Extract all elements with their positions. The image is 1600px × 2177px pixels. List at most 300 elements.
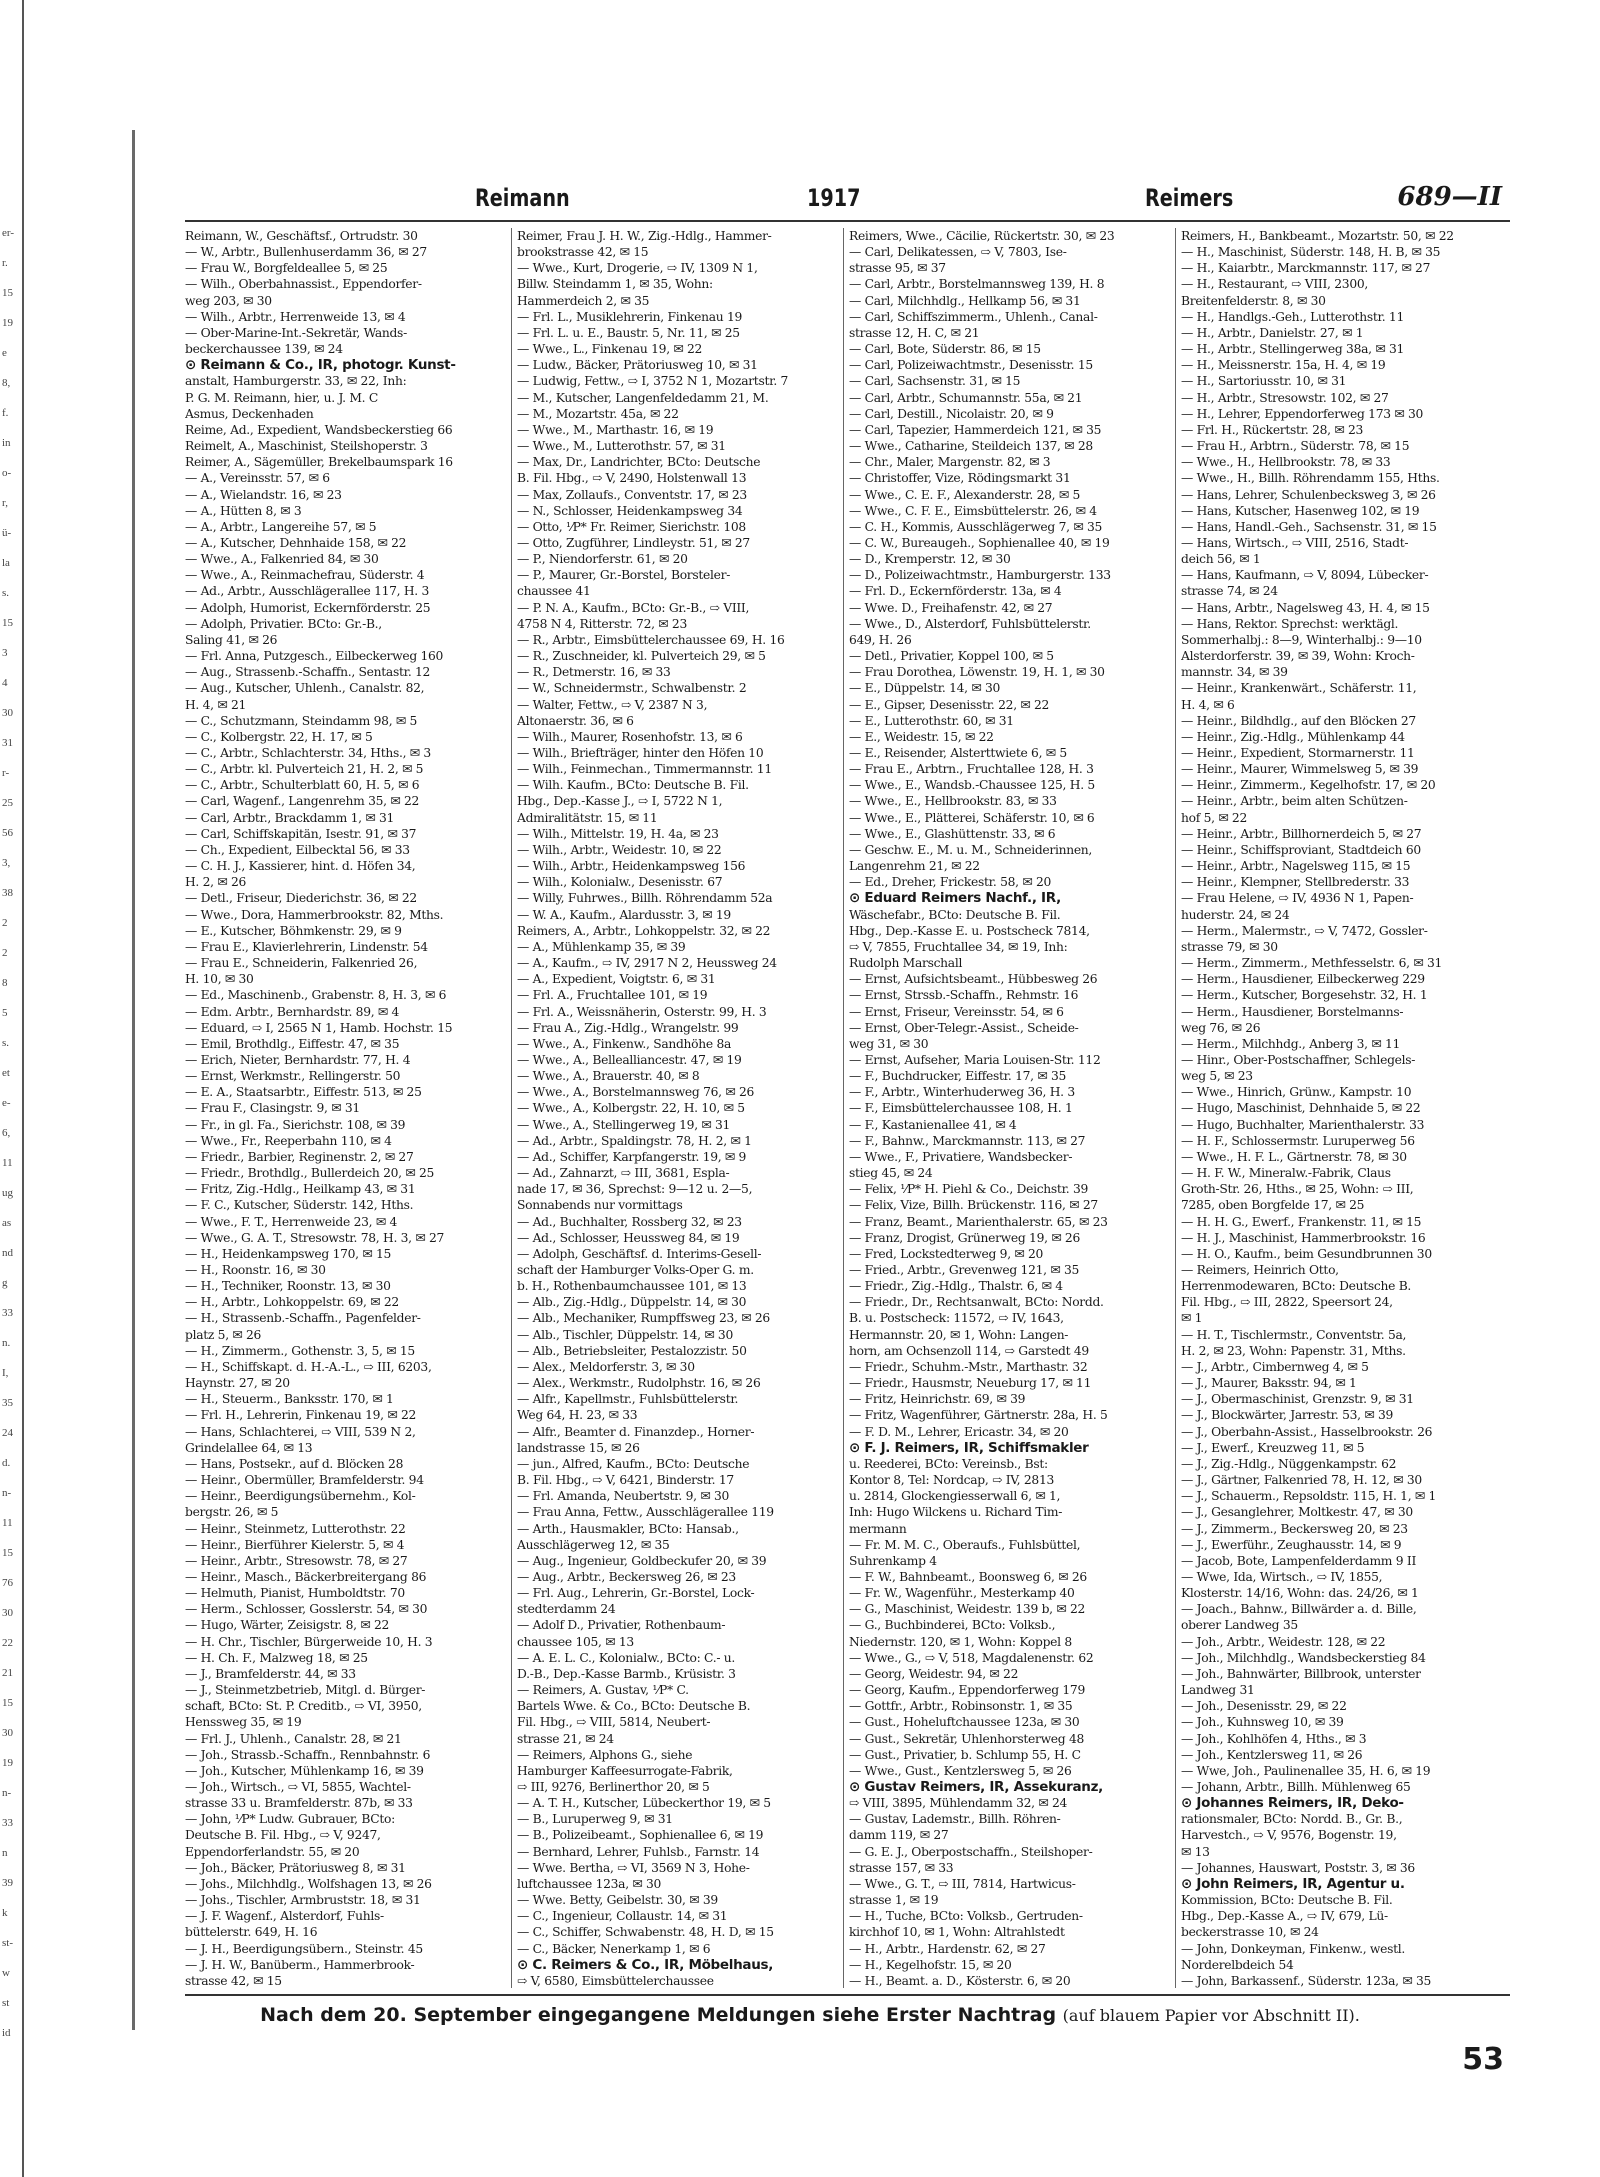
directory-entry-line: — Ed., Dreher, Frickestr. 58, ✉ 20 — [849, 875, 1052, 890]
directory-entry-line: — Wilh., Arbtr., Herrenweide 13, ✉ 4 — [185, 309, 406, 324]
directory-entry-line: — Heinr., Arbtr., Nagelsweg 115, ✉ 15 — [1181, 859, 1411, 874]
directory-entry-line: — F., Arbtr., Winterhuderweg 36, H. 3 — [849, 1085, 1075, 1100]
directory-entry-line: — Wwe., E., Plätterei, Schäferstr. 10, ✉ 6 — [849, 810, 1095, 825]
directory-entry-line: — Wwe., D., Alsterdorf, Fuhlsbüttelerstr. — [849, 616, 1091, 631]
directory-entry-line: P. G. M. Reimann, hier, u. J. M. C — [185, 390, 378, 405]
directory-entry-line: — Ad., Arbtr., Spaldingstr. 78, H. 2, ✉ 1 — [517, 1133, 752, 1148]
directory-entry-line: — Franz, Beamt., Marienthalerstr. 65, ✉ 23 — [849, 1214, 1108, 1229]
directory-entry-line: — Frau H., Arbtrn., Süderstr. 78, ✉ 15 — [1181, 439, 1410, 454]
directory-entry-line: — Carl, Delikatessen, ⇨ V, 7803, Ise- — [849, 245, 1067, 260]
margin-fragment: 15 — [2, 1697, 13, 1709]
directory-entry-line: — H., Maschinist, Süderstr. 148, H. B, ✉ 35 — [1181, 245, 1441, 260]
directory-page — [185, 168, 1510, 2088]
directory-entry-line: — Alb., Tischler, Düppelstr. 14, ✉ 30 — [517, 1327, 733, 1342]
directory-entry-line: — Frau F., Clasingstr. 9, ✉ 31 — [185, 1101, 360, 1116]
margin-fragment: n. — [2, 1337, 11, 1349]
directory-entry-line: — J., Zimmerm., Beckersweg 20, ✉ 23 — [1181, 1521, 1408, 1536]
directory-entry-line: — Wilh., Kolonialw., Desenisstr. 67 — [517, 875, 723, 890]
margin-fragment: n — [2, 1847, 8, 1859]
directory-entry-line: — Friedr., Brothdlg., Bullerdeich 20, ✉ 25 — [185, 1166, 435, 1181]
directory-entry-line: — E., Lutterothstr. 60, ✉ 31 — [849, 713, 1014, 728]
directory-entry-line: Henssweg 35, ✉ 19 — [185, 1715, 302, 1730]
directory-entry-line: — A., Arbtr., Langereihe 57, ✉ 5 — [185, 519, 377, 534]
directory-entry-line: — Chr., Maler, Margenstr. 82, ✉ 3 — [849, 455, 1051, 470]
margin-fragment: o- — [2, 467, 12, 479]
directory-entry-line: — Wwe., E., Hellbrookstr. 83, ✉ 33 — [849, 794, 1057, 809]
directory-entry-line: — J., Obermaschinist, Grenzstr. 9, ✉ 31 — [1181, 1392, 1414, 1407]
directory-entry-line: — Frl. H., Rückertstr. 28, ✉ 23 — [1181, 422, 1364, 437]
directory-entry-line: Hbg., Dep.-Kasse A., ⇨ IV, 679, Lü- — [1181, 1909, 1388, 1924]
directory-entry-line: — Max, Zollaufs., Conventstr. 17, ✉ 23 — [517, 487, 747, 502]
directory-entry-line: — John, ⅟P* Ludw. Gubrauer, BCto: — [185, 1812, 395, 1827]
directory-entry-line: — Hans, Kutscher, Hasenweg 102, ✉ 19 — [1181, 503, 1420, 518]
directory-entry-line: weg 5, ✉ 23 — [1181, 1069, 1253, 1084]
directory-entry-line: — Frl. A., Fruchtallee 101, ✉ 19 — [517, 988, 708, 1003]
directory-entry-line: — Johann, Arbtr., Billh. Mühlenweg 65 — [1181, 1780, 1411, 1794]
directory-entry-line: Klosterstr. 14/16, Wohn: das. 24/26, ✉ 1 — [1181, 1586, 1419, 1601]
directory-entry-line: — M., Kutscher, Langenfeldedamm 21, M. — [517, 390, 769, 405]
directory-entry-line: — R., Detmerstr. 16, ✉ 33 — [517, 665, 671, 680]
directory-entry-line: — C. W., Bureaugeh., Sophienallee 40, ✉ 19 — [849, 535, 1110, 550]
directory-entry-line: — Wwe., A., Reinmachefrau, Süderstr. 4 — [185, 568, 425, 583]
directory-entry-line: — Ad., Schiffer, Karpfangerstr. 19, ✉ 9 — [517, 1149, 747, 1164]
directory-entry-line: — J., Ewerf., Kreuzweg 11, ✉ 5 — [1181, 1440, 1365, 1455]
directory-entry-line: — Frau A., Zig.-Hdlg., Wrangelstr. 99 — [517, 1020, 739, 1035]
directory-entry-line: brookstrasse 42, ✉ 15 — [517, 245, 649, 260]
directory-entry-line: — J., Schauerm., Repsoldstr. 115, H. 1, ✉ 1 — [1181, 1489, 1437, 1504]
directory-entry-line: — Alex., Werkmstr., Rudolphstr. 16, ✉ 26 — [517, 1376, 761, 1391]
directory-entry-line: — Heinr., Arbtr., beim alten Schützen- — [1181, 794, 1408, 809]
directory-entry-line: — C., Arbtr. kl. Pulverteich 21, H. 2, ✉ 5 — [185, 762, 424, 777]
directory-entry-line: — Fred, Lockstedterweg 9, ✉ 20 — [849, 1246, 1044, 1261]
directory-entry-line: — Hans, Lehrer, Schulenbecksweg 3, ✉ 26 — [1181, 487, 1436, 502]
directory-entry-line: — Ernst, Friseur, Vereinsstr. 54, ✉ 6 — [849, 1004, 1064, 1019]
directory-entry-line: — Adolph, Geschäftsf. d. Interims-Gesell- — [517, 1246, 762, 1261]
binding-spine — [132, 130, 135, 2030]
margin-fragment: r. — [2, 257, 8, 269]
margin-fragment: 8, — [2, 377, 11, 389]
directory-entry-line: — Heinr., Bierführer Kielerstr. 5, ✉ 4 — [185, 1537, 405, 1552]
directory-entry-line: — Herm., Schlosser, Gosslerstr. 54, ✉ 30 — [185, 1602, 428, 1617]
directory-entry-line: — Hans, Handl.-Geh., Sachsenstr. 31, ✉ 15 — [1181, 519, 1437, 534]
directory-entry-line: — Alfr., Kapellmstr., Fuhlsbüttelerstr. — [517, 1392, 739, 1407]
directory-entry-line: — Frau Anna, Fettw., Ausschlägerallee 119 — [517, 1505, 774, 1520]
directory-entry-line: weg 203, ✉ 30 — [185, 293, 272, 308]
directory-entry-line: — H., Arbtr., Stresowstr. 102, ✉ 27 — [1181, 390, 1389, 405]
directory-entry-line: — Carl, Arbtr., Schumannstr. 55a, ✉ 21 — [849, 390, 1083, 405]
directory-entry-line: — G., Buchbinderei, BCto: Volksb., — [849, 1618, 1056, 1633]
page-number: 53 — [1462, 2042, 1504, 2077]
directory-entry-line: — H., Sartoriusstr. 10, ✉ 31 — [1181, 374, 1347, 389]
directory-entry-line: — W., Arbtr., Bullenhuserdamm 36, ✉ 27 — [185, 245, 427, 260]
footer-bold-text: Nach dem 20. September eingegangene Meldungen siehe Erster Nachtrag — [260, 2004, 1057, 2026]
directory-entry-line: — J. F. Wagenf., Alsterdorf, Fuhls- — [185, 1909, 384, 1924]
footer-note — [185, 2004, 1435, 2034]
directory-entry-line: — J., Oberbahn-Assist., Hasselbrookstr. 26 — [1181, 1424, 1433, 1439]
margin-fragment: st — [2, 1997, 10, 2009]
directory-entry-line: Hbg., Dep.-Kasse J., ⇨ I, 5722 N 1, — [517, 794, 723, 809]
directory-entry-line: weg 76, ✉ 26 — [1181, 1020, 1261, 1035]
directory-entry-line: H. 4, ✉ 21 — [185, 697, 247, 712]
directory-entry-line: — J., Gärtner, Falkenried 78, H. 12, ✉ 30 — [1181, 1473, 1422, 1488]
directory-entry-line: anstalt, Hamburgerstr. 33, ✉ 22, Inh: — [185, 374, 407, 389]
directory-entry-line: — Heinr., Arbtr., Billhornerdeich 5, ✉ 27 — [1181, 826, 1422, 841]
directory-entry-line: — Frl. J., Uhlenh., Canalstr. 28, ✉ 21 — [185, 1731, 402, 1746]
directory-entry-line: H. 2, ✉ 26 — [185, 875, 247, 890]
directory-entry-line: Weg 64, H. 23, ✉ 33 — [517, 1408, 638, 1423]
directory-entry-line: huderstr. 24, ✉ 24 — [1181, 907, 1290, 922]
directory-entry-line: Hermannstr. 20, ✉ 1, Wohn: Langen- — [849, 1327, 1069, 1342]
directory-entry-line: — H., Lehrer, Eppendorferweg 173 ✉ 30 — [1181, 406, 1424, 421]
directory-entry-line: Bartels Wwe. & Co., BCto: Deutsche B. — [517, 1699, 751, 1714]
directory-entry-line: — Frau Helene, ⇨ IV, 4936 N 1, Papen- — [1181, 891, 1414, 906]
column-divider — [1175, 228, 1176, 1988]
margin-fragment: 15 — [2, 1547, 13, 1559]
directory-entry-line: — J., Arbtr., Cimbernweg 4, ✉ 5 — [1181, 1359, 1369, 1374]
directory-entry-line: — Frl. H., Lehrerin, Finkenau 19, ✉ 22 — [185, 1408, 417, 1423]
directory-entry-line: — Gust., Hoheluftchaussee 123a, ✉ 30 — [849, 1715, 1080, 1730]
directory-entry-line: Reimers, Wwe., Cäcilie, Rückertstr. 30, ✉ 23 — [849, 229, 1115, 243]
directory-entry-line: — Reimers, Heinrich Otto, — [1181, 1263, 1339, 1277]
directory-entry-line: — J., Steinmetzbetrieb, Mitgl. d. Bürger- — [185, 1683, 426, 1698]
directory-entry-line: — Wwe. Betty, Geibelstr. 30, ✉ 39 — [517, 1893, 718, 1908]
directory-entry-line: — Carl, Arbtr., Brackdamm 1, ✉ 31 — [185, 810, 395, 825]
directory-entry-line: stedterdamm 24 — [517, 1602, 616, 1617]
directory-entry-line: ⊙ Johannes Reimers, IR, Deko- — [1181, 1795, 1404, 1812]
directory-entry-line: ⊙ F. J. Reimers, IR, Schiffsmakler — [849, 1439, 1089, 1456]
directory-entry-line: Sommerhalbj.: 8—9, Winterhalbj.: 9—10 — [1181, 632, 1422, 647]
directory-entry-line: — Otto, Zugführer, Lindleystr. 51, ✉ 27 — [517, 535, 750, 550]
directory-entry-line: — Friedr., Dr., Rechtsanwalt, BCto: Nordd. — [849, 1295, 1104, 1310]
directory-entry-line: — Joh., Arbtr., Weidestr. 128, ✉ 22 — [1181, 1634, 1386, 1649]
directory-entry-line: — A., Kutscher, Dehnhaide 158, ✉ 22 — [185, 535, 407, 550]
header-page-ref: 689—II — [1397, 182, 1502, 212]
directory-entry-line: — Frl. L., Musiklehrerin, Finkenau 19 — [517, 309, 743, 324]
margin-fragment: 5 — [2, 1007, 8, 1019]
directory-entry-line: — Wilh., Arbtr., Weidestr. 10, ✉ 22 — [517, 842, 722, 857]
margin-fragment: 2 — [2, 947, 8, 959]
directory-entry-line: — Joh., Milchhdlg., Wandsbeckerstieg 84 — [1181, 1650, 1426, 1665]
directory-entry-line: — Gottfr., Arbtr., Robinsonstr. 1, ✉ 35 — [849, 1699, 1073, 1714]
directory-entry-line: — Wwe., Fr., Reeperbahn 110, ✉ 4 — [185, 1133, 392, 1148]
directory-entry-line: 4758 N 4, Ritterstr. 72, ✉ 23 — [517, 616, 687, 631]
directory-entry-line: — Carl, Schiffskapitän, Isestr. 91, ✉ 37 — [185, 826, 417, 841]
directory-entry-line: — Heinr., Zimmerm., Kegelhofstr. 17, ✉ 20 — [1181, 778, 1436, 793]
directory-entry-line: — Hans, Postsekr., auf d. Blöcken 28 — [185, 1456, 404, 1471]
directory-entry-line: landstrasse 15, ✉ 26 — [517, 1440, 640, 1455]
directory-entry-line: ⊙ Gustav Reimers, IR, Assekuranz, — [849, 1779, 1103, 1795]
directory-entry-line: — Detl., Friseur, Diederichstr. 36, ✉ 22 — [185, 891, 417, 906]
directory-entry-line: Inh: Hugo Wilckens u. Richard Tim- — [849, 1505, 1063, 1520]
directory-entry-line: — Herm., Kutscher, Borgesehstr. 32, H. 1 — [1181, 988, 1428, 1003]
directory-entry-line: — H. Ch. F., Malzweg 18, ✉ 25 — [185, 1650, 368, 1665]
directory-entry-line: — Ernst, Werkmstr., Rellingerstr. 50 — [185, 1069, 401, 1084]
directory-entry-line: beckerchaussee 139, ✉ 24 — [185, 342, 343, 357]
directory-entry-line: — H. Chr., Tischler, Bürgerweide 10, H. 3 — [185, 1634, 433, 1649]
directory-entry-line: — Ludwig, Fettw., ⇨ I, 3752 N 1, Mozartstr. 7 — [517, 374, 789, 389]
directory-entry-line: — Wwe. Bertha, ⇨ VI, 3569 N 3, Hohe- — [517, 1860, 750, 1875]
directory-entry-line: — Wwe., M., Lutterothstr. 57, ✉ 31 — [517, 439, 726, 454]
directory-entry-line: bergstr. 26, ✉ 5 — [185, 1505, 279, 1520]
margin-fragment: e — [2, 347, 7, 359]
directory-entry-line: — Helmuth, Pianist, Humboldtstr. 70 — [185, 1586, 405, 1601]
margin-fragment: 3 — [2, 647, 8, 659]
directory-entry-line: — Ernst, Aufseher, Maria Louisen-Str. 112 — [849, 1052, 1101, 1067]
directory-entry-line: strasse 157, ✉ 33 — [849, 1860, 954, 1875]
directory-entry-line: — Jacob, Bote, Lampenfelderdamm 9 II — [1181, 1553, 1417, 1568]
directory-entry-line: — Wwe., A., Finkenw., Sandhöhe 8a — [517, 1036, 732, 1051]
directory-entry-line: — Geschw. E., M. u. M., Schneiderinnen, — [849, 842, 1093, 857]
directory-entry-line: — H., Meissnerstr. 15a, H. 4, ✉ 19 — [1181, 358, 1386, 373]
directory-entry-line: — Gustav, Lademstr., Billh. Röhren- — [849, 1812, 1061, 1827]
directory-entry-line: — H., Handlgs.-Geh., Lutterothstr. 11 — [1181, 309, 1404, 324]
directory-entry-line: — Aug., Strassenb.-Schaffn., Sentastr. 12 — [185, 665, 431, 680]
directory-entry-line: Norderelbdeich 54 — [1181, 1957, 1294, 1972]
directory-entry-line: — J., Bramfelderstr. 44, ✉ 33 — [185, 1666, 356, 1681]
directory-entry-line: — Alb., Zig.-Hdlg., Düppelstr. 14, ✉ 30 — [517, 1295, 747, 1310]
directory-entry-line: — H., Kegelhofstr. 15, ✉ 20 — [849, 1957, 1012, 1972]
directory-entry-line: — Frau E., Schneiderin, Falkenried 26, — [185, 956, 418, 971]
directory-entry-line: — Wwe., H. F. L., Gärtnerstr. 78, ✉ 30 — [1181, 1149, 1407, 1164]
directory-entry-line: — Carl, Destill., Nicolaistr. 20, ✉ 9 — [849, 406, 1054, 421]
directory-entry-line: — Wwe., G., ⇨ V, 518, Magdalenenstr. 62 — [849, 1650, 1094, 1665]
directory-entry-line: — Herm., Zimmerm., Methfesselstr. 6, ✉ 31 — [1181, 956, 1442, 971]
margin-fragment: 38 — [2, 887, 13, 899]
directory-entry-line: — Gust., Privatier, b. Schlump 55, H. C — [849, 1747, 1081, 1762]
directory-entry-line: strasse 33 u. Bramfelderstr. 87b, ✉ 33 — [185, 1796, 413, 1811]
directory-entry-line: — Aug., Kutscher, Uhlenh., Canalstr. 82, — [185, 681, 425, 696]
column-4 — [1181, 228, 1502, 1988]
directory-entry-line: — E. A., Staatsarbtr., Eiffestr. 513, ✉ 25 — [185, 1085, 422, 1100]
directory-entry-line: — Carl, Polizeiwachtmstr., Desenisstr. 15 — [849, 358, 1093, 373]
directory-entry-line: Reimelt, A., Maschinist, Steilshoperstr. 3 — [185, 439, 428, 454]
directory-entry-line: — H., Steuerm., Banksstr. 170, ✉ 1 — [185, 1392, 394, 1407]
directory-entry-line: — H., Strassenb.-Schaffn., Pagenfelder- — [185, 1311, 421, 1326]
directory-entry-line: — Heinr., Maurer, Wimmelsweg 5, ✉ 39 — [1181, 762, 1419, 777]
directory-entry-line: — Wilh., Oberbahnassist., Eppendorfer- — [185, 277, 422, 292]
margin-fragment: 33 — [2, 1307, 13, 1319]
directory-entry-line: — Wwe., F. T., Herrenweide 23, ✉ 4 — [185, 1214, 397, 1229]
margin-fragment: 4 — [2, 677, 8, 689]
column-divider — [843, 228, 844, 1988]
directory-entry-line: — Wilh., Maurer, Rosenhofstr. 13, ✉ 6 — [517, 729, 743, 744]
directory-entry-line: — H., Kaiarbtr., Marckmannstr. 117, ✉ 27 — [1181, 261, 1431, 276]
directory-entry-line: — Wwe., E., Glashüttenstr. 33, ✉ 6 — [849, 826, 1056, 841]
directory-entry-line: — C. H. J., Kassierer, hint. d. Höfen 34, — [185, 859, 416, 874]
directory-entry-line: 649, H. 26 — [849, 632, 912, 647]
directory-entry-line: — Wwe., A., Brauerstr. 40, ✉ 8 — [517, 1069, 700, 1084]
directory-entry-line: u. 2814, Glockengiesserwall 6, ✉ 1, — [849, 1489, 1061, 1504]
directory-entry-line: Breitenfelderstr. 8, ✉ 30 — [1181, 293, 1326, 308]
directory-entry-line: ⊙ C. Reimers & Co., IR, Möbelhaus, — [517, 1956, 774, 1973]
directory-entry-line: — Hans, Rektor. Sprechst: werktägl. — [1181, 616, 1399, 631]
directory-entry-line: schaft der Hamburger Volks-Oper G. m. — [517, 1263, 754, 1277]
directory-entry-line: — Wwe. D., Freihafenstr. 42, ✉ 27 — [849, 600, 1053, 615]
directory-entry-line: Grindelallee 64, ✉ 13 — [185, 1440, 313, 1455]
directory-entry-line: ✉ 1 — [1181, 1311, 1203, 1326]
directory-entry-line: strasse 21, ✉ 24 — [517, 1731, 614, 1746]
directory-entry-line: — B., Luruperweg 9, ✉ 31 — [517, 1812, 673, 1827]
directory-entry-line: — J., Maurer, Baksstr. 94, ✉ 1 — [1181, 1376, 1357, 1391]
directory-entry-line: — A., Kaufm., ⇨ IV, 2917 N 2, Heussweg 24 — [517, 956, 777, 971]
entry-columns — [185, 228, 1510, 1988]
directory-entry-line: ⇨ VIII, 3895, Mühlendamm 32, ✉ 24 — [849, 1796, 1068, 1811]
directory-entry-line: — Ad., Zahnarzt, ⇨ III, 3681, Espla- — [517, 1166, 730, 1181]
directory-entry-line: horn, am Ochsenzoll 114, ⇨ Garstedt 49 — [849, 1343, 1089, 1358]
directory-entry-line: — Heinr., Beerdigungsübernehm., Kol- — [185, 1489, 416, 1504]
directory-entry-line: Ausschlägerweg 12, ✉ 35 — [517, 1537, 670, 1552]
directory-entry-line: Kontor 8, Tel: Nordcap, ⇨ IV, 2813 — [849, 1473, 1054, 1488]
directory-entry-line: chaussee 41 — [517, 584, 591, 599]
directory-entry-line: — C., Arbtr., Schlachterstr. 34, Hths., ✉ 3 — [185, 746, 431, 760]
directory-entry-line: ✉ 13 — [1181, 1844, 1210, 1859]
directory-entry-line: — Otto, ⅟P* Fr. Reimer, Sierichstr. 108 — [517, 519, 746, 534]
directory-entry-line: hof 5, ✉ 22 — [1181, 810, 1247, 825]
directory-entry-line: — J., Zig.-Hdlg., Nüggenkampstr. 62 — [1181, 1456, 1397, 1471]
directory-entry-line: — Adolf D., Privatier, Rothenbaum- — [517, 1618, 726, 1633]
directory-entry-line: — H., Heidenkampsweg 170, ✉ 15 — [185, 1246, 392, 1261]
column-2 — [517, 228, 838, 1988]
directory-entry-line: — C., Arbtr., Schulterblatt 60, H. 5, ✉ 6 — [185, 778, 420, 793]
margin-fragment: 21 — [2, 1667, 13, 1679]
directory-entry-line: beckerstrasse 10, ✉ 24 — [1181, 1925, 1319, 1940]
directory-entry-line: B. Fil. Hbg., ⇨ V, 6421, Binderstr. 17 — [517, 1473, 734, 1488]
directory-entry-line: — Aug., Ingenieur, Goldbeckufer 20, ✉ 39 — [517, 1553, 767, 1568]
directory-entry-line: — Friedr., Zig.-Hdlg., Thalstr. 6, ✉ 4 — [849, 1279, 1063, 1294]
margin-fragment: 22 — [2, 1637, 13, 1649]
directory-entry-line: — Christoffer, Vize, Rödingsmarkt 31 — [849, 471, 1071, 486]
margin-fragment: la — [2, 557, 10, 569]
directory-entry-line: — E., Düppelstr. 14, ✉ 30 — [849, 681, 1001, 696]
directory-entry-line: — Friedr., Hausmstr, Neueburg 17, ✉ 11 — [849, 1376, 1092, 1391]
directory-entry-line: — Ernst, Aufsichtsbeamt., Hübbesweg 26 — [849, 972, 1098, 987]
directory-entry-line: — Hans, Arbtr., Nagelsweg 43, H. 4, ✉ 15 — [1181, 600, 1430, 615]
directory-entry-line: — H., Beamt. a. D., Kösterstr. 6, ✉ 20 — [849, 1973, 1071, 1988]
directory-entry-line: — P. N. A., Kaufm., BCto: Gr.-B., ⇨ VIII, — [517, 600, 750, 615]
margin-fragment: 33 — [2, 1817, 13, 1829]
directory-entry-line: — Fr., in gl. Fa., Sierichstr. 108, ✉ 39 — [185, 1117, 406, 1132]
directory-entry-line: — Heinr., Krankenwärt., Schäferstr. 11, — [1181, 681, 1417, 696]
directory-entry-line: H. 4, ✉ 6 — [1181, 697, 1235, 712]
margin-fragment: 19 — [2, 317, 13, 329]
margin-fragment: 56 — [2, 827, 13, 839]
directory-entry-line: strasse 42, ✉ 15 — [185, 1973, 282, 1988]
directory-entry-line: — J., Ewerführ., Zeughausstr. 14, ✉ 9 — [1181, 1537, 1402, 1552]
directory-entry-line: — John, Donkeyman, Finkenw., westl. — [1181, 1941, 1406, 1956]
directory-entry-line: — Hinr., Ober-Postschaffner, Schlegels- — [1181, 1052, 1416, 1067]
directory-entry-line: strasse 95, ✉ 37 — [849, 261, 946, 276]
directory-entry-line: — Fritz, Heinrichstr. 69, ✉ 39 — [849, 1392, 1026, 1407]
footer-parenthetical: (auf blauem Papier vor Abschnitt II). — [1062, 2006, 1360, 2025]
directory-entry-line: — Heinr., Steinmetz, Lutterothstr. 22 — [185, 1521, 406, 1536]
directory-entry-line: büttelerstr. 649, H. 16 — [185, 1925, 318, 1940]
directory-entry-line: — R., Arbtr., Eimsbüttelerchaussee 69, H. 16 — [517, 632, 785, 647]
margin-fragment: ug — [2, 1187, 13, 1199]
directory-entry-line: — Bernhard, Lehrer, Fuhlsb., Farnstr. 14 — [517, 1844, 760, 1859]
directory-entry-line: — Wwe., F., Privatiere, Wandsbecker- — [849, 1149, 1073, 1164]
directory-entry-line: — Joh., Bahnwärter, Billbrook, unterster — [1181, 1666, 1421, 1681]
directory-entry-line: — Carl, Milchhdlg., Hellkamp 56, ✉ 31 — [849, 293, 1081, 308]
directory-entry-line: — Adolph, Privatier. BCto: Gr.-B., — [185, 616, 382, 631]
directory-entry-line: ⇨ III, 9276, Berlinerthor 20, ✉ 5 — [517, 1780, 710, 1794]
directory-entry-line: Herrenmodewaren, BCto: Deutsche B. — [1181, 1279, 1412, 1294]
directory-entry-line: — E., Reisender, Alsterttwiete 6, ✉ 5 — [849, 746, 1067, 760]
directory-entry-line: — Johannes, Hauswart, Poststr. 3, ✉ 36 — [1181, 1860, 1415, 1875]
directory-entry-line: Hamburger Kaffeesurrogate-Fabrik, — [517, 1763, 733, 1778]
directory-entry-line: — R., Zuschneider, kl. Pulverteich 29, ✉ 5 — [517, 649, 766, 664]
directory-entry-line: — A., Wielandstr. 16, ✉ 23 — [185, 487, 342, 502]
directory-entry-line: — Heinr., Arbtr., Stresowstr. 78, ✉ 27 — [185, 1553, 408, 1568]
directory-entry-line: — Frau Dorothea, Löwenstr. 19, H. 1, ✉ 30 — [849, 665, 1105, 680]
directory-entry-line: — Ch., Expedient, Eilbecktal 56, ✉ 33 — [185, 842, 410, 857]
directory-entry-line: Fil. Hbg., ⇨ III, 2822, Speersort 24, — [1181, 1295, 1393, 1310]
directory-entry-line: — Wwe., M., Marthastr. 16, ✉ 19 — [517, 422, 714, 437]
directory-entry-line: — H. T., Tischlermstr., Conventstr. 5a, — [1181, 1327, 1407, 1342]
directory-entry-line: — Wwe., A., Borstelmannsweg 76, ✉ 26 — [517, 1085, 755, 1100]
directory-entry-line: stieg 45, ✉ 24 — [849, 1166, 933, 1181]
directory-entry-line: ⊙ Reimann & Co., IR, photogr. Kunst- — [185, 357, 456, 374]
directory-entry-line: — Wwe., Hinrich, Grünw., Kampstr. 10 — [1181, 1085, 1412, 1100]
directory-entry-line: — Wwe, Ida, Wirtsch., ⇨ IV, 1855, — [1181, 1569, 1383, 1584]
directory-entry-line: — Alb., Mechaniker, Rumpffsweg 23, ✉ 26 — [517, 1311, 770, 1326]
directory-entry-line: — Ernst, Strssb.-Schaffn., Rehmstr. 16 — [849, 988, 1079, 1003]
directory-entry-line: — Friedr., Barbier, Reginenstr. 2, ✉ 27 — [185, 1149, 414, 1164]
directory-entry-line: — Heinr., Schiffsproviant, Stadtdeich 60 — [1181, 842, 1421, 857]
margin-fragment: s. — [2, 587, 10, 599]
directory-entry-line: — Carl, Sachsenstr. 31, ✉ 15 — [849, 374, 1021, 389]
directory-entry-line: — Fr. W., Wagenführ., Mesterkamp 40 — [849, 1586, 1075, 1601]
directory-entry-line: Billw. Steindamm 1, ✉ 35, Wohn: — [517, 277, 713, 292]
directory-entry-line: schaft, BCto: St. P. Creditb., ⇨ VI, 3950, — [185, 1699, 422, 1714]
directory-entry-line: Deutsche B. Fil. Hbg., ⇨ V, 9247, — [185, 1828, 381, 1843]
directory-entry-line: 7285, oben Borgfelde 17, ✉ 25 — [1181, 1198, 1365, 1213]
header-rule — [185, 220, 1510, 222]
directory-entry-line: — Ludw., Bäcker, Prätoriusweg 10, ✉ 31 — [517, 358, 758, 373]
directory-entry-line: — C. H., Kommis, Ausschlägerweg 7, ✉ 35 — [849, 519, 1102, 534]
directory-entry-line: — F., Bahnw., Marckmannstr. 113, ✉ 27 — [849, 1133, 1086, 1148]
directory-entry-line: — C., Schiffer, Schwabenstr. 48, H. D, ✉ 15 — [517, 1925, 774, 1940]
directory-entry-line: Eppendorferlandstr. 55, ✉ 20 — [185, 1844, 360, 1859]
directory-entry-line: ⊙ Eduard Reimers Nachf., IR, — [849, 890, 1061, 907]
margin-fragment: g — [2, 1277, 8, 1289]
directory-entry-line: — F. C., Kutscher, Süderstr. 142, Hths. — [185, 1198, 414, 1213]
margin-fragment: 2 — [2, 917, 8, 929]
directory-entry-line: — Wwe., C. F. E., Eimsbüttelerstr. 26, ✉ 4 — [849, 503, 1097, 518]
column-divider — [511, 228, 512, 1988]
directory-entry-line: — Wwe., G. T., ⇨ III, 7814, Hartwicus- — [849, 1876, 1076, 1891]
directory-entry-line: — Joh., Kutscher, Mühlenkamp 16, ✉ 39 — [185, 1763, 424, 1778]
directory-entry-line: Hammerdeich 2, ✉ 35 — [517, 293, 650, 308]
directory-entry-line: — Wwe., Catharine, Steildeich 137, ✉ 28 — [849, 439, 1093, 454]
directory-entry-line: — Gust., Sekretär, Uhlenhorsterweg 48 — [849, 1731, 1085, 1746]
directory-entry-line: — Hugo, Maschinist, Dehnhaide 5, ✉ 22 — [1181, 1101, 1421, 1116]
directory-entry-line: — Johs., Milchhdlg., Wolfshagen 13, ✉ 26 — [185, 1876, 432, 1891]
directory-entry-line: — Hugo, Buchhalter, Marienthalerstr. 33 — [1181, 1117, 1425, 1132]
directory-entry-line: — D., Polizeiwachtmstr., Hamburgerstr. 133 — [849, 568, 1111, 583]
directory-entry-line: — H. H. G., Ewerf., Frankenstr. 11, ✉ 15 — [1181, 1214, 1422, 1229]
directory-entry-line: — Ober-Marine-Int.-Sekretär, Wands- — [185, 325, 407, 340]
directory-entry-line: Kommission, BCto: Deutsche B. Fil. — [1181, 1893, 1393, 1908]
directory-entry-line: — Wwe., H., Billh. Röhrendamm 155, Hths. — [1181, 471, 1440, 486]
directory-entry-line: — Walter, Fettw., ⇨ V, 2387 N 3, — [517, 697, 708, 712]
directory-entry-line: — J., Blockwärter, Jarrestr. 53, ✉ 39 — [1181, 1408, 1394, 1423]
directory-entry-line: strasse 74, ✉ 24 — [1181, 584, 1278, 599]
directory-entry-line: — Hans, Kaufmann, ⇨ V, 8094, Lübecker- — [1181, 568, 1429, 583]
directory-entry-line: H. 10, ✉ 30 — [185, 972, 254, 987]
directory-entry-line: Landweg 31 — [1181, 1683, 1255, 1698]
directory-entry-line: — W., Schneidermstr., Schwalbenstr. 2 — [517, 681, 747, 696]
directory-entry-line: Rudolph Marschall — [849, 956, 963, 971]
